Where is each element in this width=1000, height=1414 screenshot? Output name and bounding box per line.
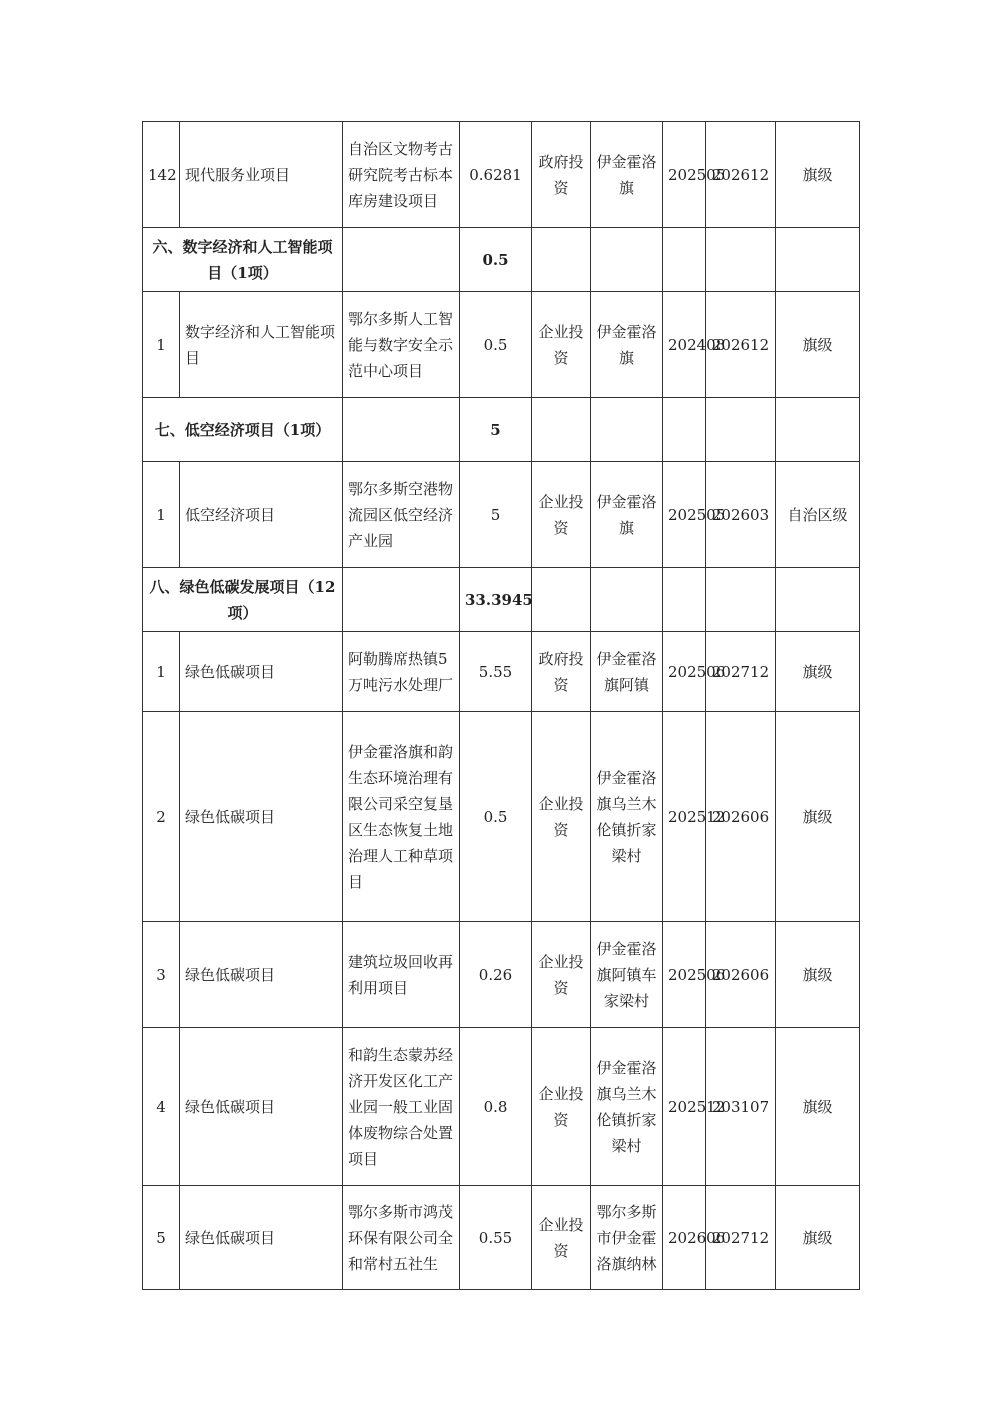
table-row	[143, 632, 860, 712]
start-date: 202505	[663, 122, 706, 228]
table-row	[143, 712, 860, 922]
table-row	[143, 122, 860, 228]
row-number: 1	[143, 292, 180, 398]
start-date: 202606	[663, 1186, 706, 1290]
project-level: 旗级	[776, 712, 860, 922]
project-name: 建筑垃圾回收再利用项目	[343, 922, 460, 1028]
section-investment: 0.5	[460, 228, 532, 292]
investment-amount: 5	[460, 462, 532, 568]
start-date: 202506	[663, 922, 706, 1028]
section-row	[143, 228, 860, 292]
row-number: 4	[143, 1028, 180, 1186]
investment-source: 企业投资	[532, 712, 591, 922]
project-type: 数字经济和人工智能项目	[180, 292, 343, 398]
investment-amount: 0.55	[460, 1186, 532, 1290]
section-investment: 33.3945	[460, 568, 532, 632]
end-date: 202606	[706, 922, 776, 1028]
project-type: 绿色低碳项目	[180, 922, 343, 1028]
section-title: 六、数字经济和人工智能项目（1项）	[143, 228, 343, 292]
investment-amount: 0.5	[460, 292, 532, 398]
project-name: 和韵生态蒙苏经济开发区化工产业园一般工业固体废物综合处置项目	[343, 1028, 460, 1186]
investment-source: 政府投资	[532, 632, 591, 712]
project-name: 伊金霍洛旗和韵生态环境治理有限公司采空复垦区生态恢复土地治理人工种草项目	[343, 712, 460, 922]
project-level: 旗级	[776, 122, 860, 228]
table-row	[143, 1186, 860, 1290]
investment-source: 企业投资	[532, 462, 591, 568]
table-row	[143, 462, 860, 568]
project-location: 伊金霍洛旗	[591, 292, 663, 398]
row-number: 1	[143, 462, 180, 568]
project-type: 低空经济项目	[180, 462, 343, 568]
start-date: 202512	[663, 712, 706, 922]
project-location: 鄂尔多斯市伊金霍洛旗纳林	[591, 1186, 663, 1290]
table-row	[143, 922, 860, 1028]
end-date: 202712	[706, 1186, 776, 1290]
project-name: 鄂尔多斯空港物流园区低空经济产业园	[343, 462, 460, 568]
project-type: 现代服务业项目	[180, 122, 343, 228]
project-type: 绿色低碳项目	[180, 712, 343, 922]
project-type: 绿色低碳项目	[180, 632, 343, 712]
project-level: 旗级	[776, 632, 860, 712]
project-name: 阿勒腾席热镇5万吨污水处理厂	[343, 632, 460, 712]
project-location: 伊金霍洛旗乌兰木伦镇折家梁村	[591, 712, 663, 922]
investment-source: 企业投资	[532, 292, 591, 398]
end-date: 202612	[706, 122, 776, 228]
investment-amount: 0.6281	[460, 122, 532, 228]
start-date: 202408	[663, 292, 706, 398]
investment-amount: 0.26	[460, 922, 532, 1028]
end-date: 203107	[706, 1028, 776, 1186]
project-location: 伊金霍洛旗	[591, 462, 663, 568]
section-title: 七、低空经济项目（1项）	[143, 398, 343, 462]
project-location: 伊金霍洛旗阿镇	[591, 632, 663, 712]
table-row	[143, 292, 860, 398]
project-type: 绿色低碳项目	[180, 1028, 343, 1186]
project-level: 旗级	[776, 922, 860, 1028]
project-level: 旗级	[776, 1186, 860, 1290]
project-level: 旗级	[776, 292, 860, 398]
investment-source: 企业投资	[532, 922, 591, 1028]
investment-source: 企业投资	[532, 1186, 591, 1290]
start-date: 202512	[663, 1028, 706, 1186]
investment-source: 政府投资	[532, 122, 591, 228]
row-number: 2	[143, 712, 180, 922]
project-name: 自治区文物考古研究院考古标本库房建设项目	[343, 122, 460, 228]
project-type: 绿色低碳项目	[180, 1186, 343, 1290]
project-level: 旗级	[776, 1028, 860, 1186]
project-location: 伊金霍洛旗乌兰木伦镇折家梁村	[591, 1028, 663, 1186]
project-name: 鄂尔多斯市鸿茂环保有限公司全和常村五社生	[343, 1186, 460, 1290]
section-row	[143, 398, 860, 462]
project-level: 自治区级	[776, 462, 860, 568]
investment-amount: 0.8	[460, 1028, 532, 1186]
investment-amount: 5.55	[460, 632, 532, 712]
row-number: 5	[143, 1186, 180, 1290]
section-investment: 5	[460, 398, 532, 462]
end-date: 202612	[706, 292, 776, 398]
project-location: 伊金霍洛旗阿镇车家梁村	[591, 922, 663, 1028]
project-location: 伊金霍洛旗	[591, 122, 663, 228]
row-number: 142	[143, 122, 180, 228]
row-number: 1	[143, 632, 180, 712]
investment-amount: 0.5	[460, 712, 532, 922]
table-row	[143, 1028, 860, 1186]
section-row	[143, 568, 860, 632]
end-date: 202712	[706, 632, 776, 712]
row-number: 3	[143, 922, 180, 1028]
project-name: 鄂尔多斯人工智能与数字安全示范中心项目	[343, 292, 460, 398]
start-date: 202505	[663, 462, 706, 568]
end-date: 202603	[706, 462, 776, 568]
end-date: 202606	[706, 712, 776, 922]
start-date: 202506	[663, 632, 706, 712]
project-table	[142, 121, 860, 1290]
section-title: 八、绿色低碳发展项目（12项）	[143, 568, 343, 632]
investment-source: 企业投资	[532, 1028, 591, 1186]
